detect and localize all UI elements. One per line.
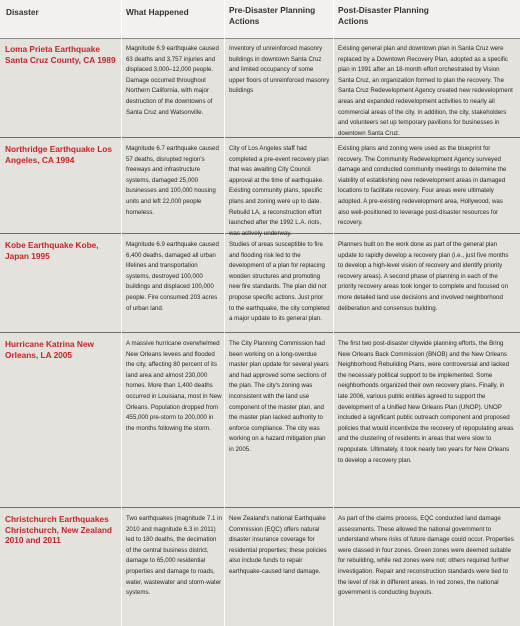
column-divider <box>121 0 122 626</box>
header-post-disaster: Post-Disaster Planning Actions <box>338 5 429 26</box>
table-row <box>0 333 520 508</box>
table-row <box>0 508 520 625</box>
post-disaster-cell: Existing plans and zoning were used as the blueprint for recovery. The Community Redevelopment Agency surveyed damage and conducted community meetings to determine the viability of establishing new redevelopment areas in damaged locations to facilitate recovery. Four areas were ultimately adopted. A pre-existing redevelopment area, Hollywood, was also well-positioned to leverage post-disaster resources for recovery. <box>338 145 507 227</box>
disaster-name: Northridge Earthquake Los Angeles, CA 1994 <box>5 144 112 165</box>
table-row <box>0 234 520 333</box>
disaster-name: Kobe Earthquake Kobe, Japan 1995 <box>5 240 99 261</box>
what-happened-cell: Two earthquakes (magnitude 7.1 in 2010 and magnitude 6.3 in 2011) led to 180 deaths, the decimation of the central business district, damage to 65,000 residential properties and damage to roads, water, wastewater and storm-water systems. <box>126 515 222 597</box>
what-happened-cell: Magnitude 6.7 earthquake caused 57 deaths, disrupted region's freeways and infrastructure systems, damaged 25,000 businesses and 100,000 housing units and left 22,000 people homeless. <box>126 145 219 216</box>
post-disaster-cell: Existing general plan and downtown plan in Santa Cruz were replaced by a Downtown Recovery Plan, adopted as a specific plan in 1991 after an 18-month effort orchestrated by Vision Santa Cruz, an organization formed to plan the recovery. The Santa Cruz Redevelopment Agency created new redevelopment areas and expanded redevelopment activities to nearly all commercial areas of the city. In addition, the city, stakeholders and volunteers set up temporary pavilions for businesses in downtown Santa Cruz. <box>338 45 513 137</box>
pre-disaster-cell: Inventory of unreinforced masonry buildings in downtown Santa Cruz and limited occupancy of some upper floors of unreinforced masonry buildings <box>229 45 330 95</box>
post-disaster-cell: The first two post-disaster citywide planning efforts, the Bring New Orleans Back Commission (BNOB) and the New Orleans Neighborhood Rebuilding Plans, were controversial and lacked the necessary political support to be implemented. Some neighborhoods organized their own recovery plans. Finally, in late 2006, various public entities agreed to support the development of a Unified New Orleans Plan (UNOP). UNOP included a significant public outreach component and proposed policies that would incentivize the recovery of repopulating areas and the clustering of residents in areas that were slow to repopulate. Ultimately, it took nearly two years for New Orleans to develop a recovery plan. <box>338 340 514 464</box>
disaster-name: Loma Prieta Earthquake Santa Cruz County, CA 1989 <box>5 44 116 65</box>
table-row <box>0 138 520 237</box>
what-happened-cell: A massive hurricane overwhelmed New Orleans levees and flooded the city, affecting 80 percent of its land area and almost 230,000 homes. More than 1,400 deaths occurred in Louisiana, most in New Orleans. Population dropped from 455,000 pre-storm to 200,000 in the months following the storm. <box>126 340 222 432</box>
post-disaster-cell: Planners built on the work done as part of the general plan update to rapidly develop a recovery plan (i.e., just five months to develop a high-level vision of recovery and identify priority recovery areas). A second phase of planning in each of the priority recovery areas took longer to complete and focused on more detailed land use decisions and involved neighborhood deliberation and consensus building. <box>338 241 509 312</box>
column-divider <box>224 0 225 626</box>
pre-disaster-cell: The City Planning Commission had been working on a long-overdue master plan update for several years and had approved some sections of the plan. The city's zoning was inconsistent with the land use component of the master plan, and the master plan lacked authority to enforce compliance. The city was working on a hazard mitigation plan in 2005. <box>229 340 329 453</box>
disaster-name: Christchurch Earthquakes Christchurch, New Zealand 2010 and 2011 <box>5 514 112 546</box>
header-disaster: Disaster <box>6 7 39 17</box>
header-what-happened: What Happened <box>126 7 189 17</box>
table-header <box>0 0 520 39</box>
pre-disaster-cell: New Zealand's national Earthquake Commission (EQC) offers natural disaster insurance coverage for residential properties; these policies also include funds to repair earthquake-caused land damage. <box>229 515 327 575</box>
column-divider <box>333 0 334 626</box>
pre-disaster-cell: Studies of areas susceptible to fire and flooding risk led to the development of a plan for replacing wooden structures and promoting new fire standards. The plan did not propose specific actions. Just prior to the earthquake, the city completed a major update to its general plan. <box>229 241 330 323</box>
post-disaster-cell: As part of the claims process, EQC conducted land damage assessments. These allowed the national government to understand where risks of future damage could occur. Properties were classed in four zones. Green zones were deemed suitable for rebuilding, while red zones were not; others required further investigation. Repair and reconstruction standards were tied to the level of risk in different areas. In red zones, the national government is conducting buyouts. <box>338 515 514 597</box>
disaster-name: Hurricane Katrina New Orleans, LA 2005 <box>5 339 94 360</box>
what-happened-cell: Magnitude 6.9 earthquake caused 63 deaths and 3,757 injuries and displaced 3,000–12,000 people. Damage occurred throughout Northern California, with major destruction of the downtowns of Santa Cruz and Watsonville. <box>126 45 219 116</box>
table-row <box>0 38 520 138</box>
header-pre-disaster: Pre-Disaster Planning Actions <box>229 5 316 26</box>
pre-disaster-cell: City of Los Angeles staff had completed a pre-event recovery plan that was awaiting City Council approval at the time of earthquake. Existing community plans, specific plans and zoning were up to date. Rebuild LA, a reconstruction effort launched after the 1992 L.A. riots, was actively underway. <box>229 145 329 237</box>
what-happened-cell: Magnitude 6.9 earthquake caused 6,400 deaths, damaged all urban lifelines and transportation systems, destroyed 100,000 buildings and displaced 100,000 people. Fire consumed 203 acres of urban land. <box>126 241 219 312</box>
